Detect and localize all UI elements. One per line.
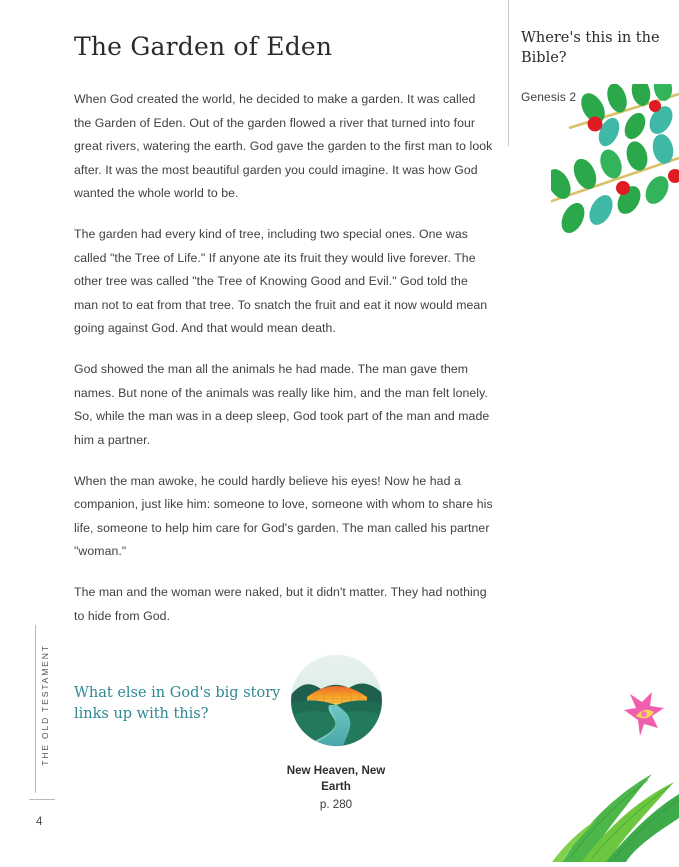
berry-branch-illustration	[551, 84, 679, 244]
new-heaven-new-earth-medallion	[291, 655, 382, 746]
cross-reference-title: New Heaven, New Earth	[286, 764, 386, 793]
page-number: 4	[36, 816, 43, 828]
column-divider	[508, 0, 509, 146]
main-text-column	[74, 32, 494, 628]
cross-reference-link[interactable]	[285, 655, 387, 811]
page-title: The Garden of Eden	[74, 32, 333, 61]
section-tab-rule	[35, 625, 36, 793]
body-paragraph: God showed the man all the animals he had made. The man gave them names. But none of the animals was really like him, and the man felt lonely. So, while the man was in a deep sleep, God took part of the man and made him a partner.	[74, 362, 490, 447]
section-tab-label: THE OLD TESTAMENT	[40, 644, 50, 766]
body-paragraph: The garden had every kind of tree, including two special ones. One was called "the Tree of Life." If anyone ate its fruit they would live forever. The other tree was called "the Tree of Knowing Good and Evil." God told the man not to eat from that tree. To snatch the fruit and eat it now would mean going against God. And that would mean death.	[74, 227, 488, 336]
body-paragraph: When the man awoke, he could hardly believe his eyes! Now he had a companion, just like him: someone to love, someone with whom to share his life, someone to help him care for God's garden. The man called his partner "woman."	[74, 473, 493, 559]
sidebar-heading: Where's this in the Bible?	[521, 30, 660, 66]
body-paragraph: The man and the woman were naked, but it didn't matter. They had nothing to hide from God.	[74, 584, 487, 623]
page-number-rule	[29, 799, 55, 800]
palm-frond-and-flower-illustration	[552, 690, 679, 862]
bible-reference-sidebar	[521, 28, 679, 104]
bible-reference: Genesis 2	[521, 90, 577, 104]
body-paragraph: When God created the world, he decided to make a garden. It was called the Garden of Eden. Out of the garden flowed a river that turned into four great rivers, watering the earth. God gave the garden to the first man to look after. It was the most beautiful garden you could imagine. It was how God wanted the whole world to be.	[74, 92, 493, 201]
cross-reference-page: p. 280	[319, 797, 353, 811]
cross-reference-question: What else in God's big story links up with this?	[74, 685, 281, 722]
